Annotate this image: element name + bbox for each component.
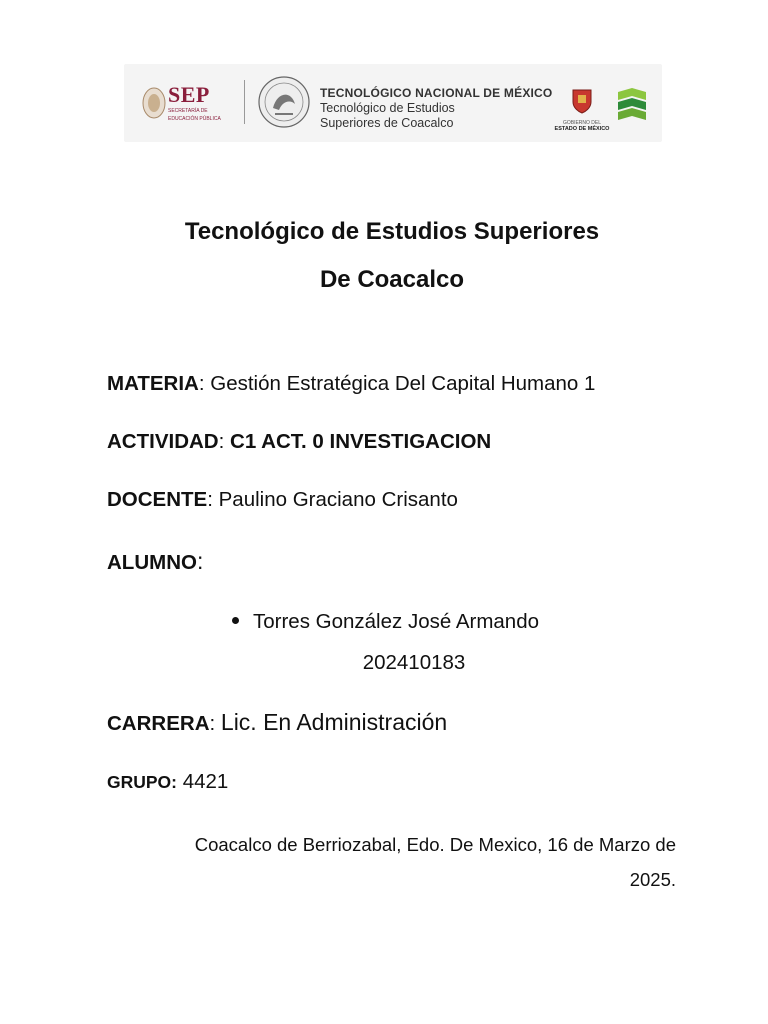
grupo-value: 4421	[177, 770, 229, 793]
materia-row	[107, 372, 595, 396]
sep-logo-text: SEP	[168, 82, 210, 107]
grupo-label: GRUPO:	[107, 772, 177, 792]
alumno-label: ALUMNO	[107, 551, 197, 574]
mexico-seal-icon	[257, 74, 311, 130]
actividad-value: C1 ACT. 0 INVESTIGACION	[230, 430, 492, 453]
place-line1: Coacalco de Berriozabal, Edo. De Mexico, 16 de Marzo de	[194, 834, 676, 855]
carrera-label: CARRERA	[107, 712, 210, 735]
docente-value: : Paulino Graciano Crisanto	[207, 488, 458, 511]
title-line2: De Coacalco	[319, 266, 465, 293]
actividad-row	[107, 430, 491, 454]
docente-label: DOCENTE	[107, 488, 208, 511]
place-line2: 2025.	[629, 869, 676, 890]
header-divider	[244, 80, 245, 124]
gob-line1: GOBIERNO DEL	[562, 120, 602, 126]
docente-row	[107, 488, 458, 512]
bullet-icon	[232, 617, 239, 624]
sep-sub-line1: SECRETARÍA DE	[168, 108, 208, 114]
place-date	[116, 827, 676, 897]
edomex-shield-icon	[571, 88, 593, 114]
carrera-separator: :	[209, 712, 221, 735]
tecnm-line3: Superiores de Coacalco	[320, 116, 454, 130]
tecnm-text	[320, 86, 552, 131]
carrera-value: Lic. En Administración	[220, 709, 448, 735]
materia-label: MATERIA	[107, 372, 199, 395]
grupo-row	[107, 770, 228, 794]
sep-seal-icon	[142, 86, 166, 120]
gob-line2: ESTADO DE MÉXICO	[554, 126, 610, 132]
header-banner	[124, 64, 662, 142]
alumno-row	[107, 548, 203, 575]
carrera-row	[107, 709, 447, 736]
sep-logo	[168, 84, 221, 122]
edomex-logo	[552, 88, 612, 132]
alumno-separator: :	[196, 548, 204, 574]
tecnm-line1: TECNOLÓGICO NACIONAL DE MÉXICO	[320, 86, 553, 100]
materia-value: : Gestión Estratégica Del Capital Humano 1	[198, 372, 596, 395]
student-list-item	[232, 610, 539, 634]
tesc-logo-icon	[614, 86, 650, 122]
title-line1: Tecnológico de Estudios Superiores	[184, 218, 600, 245]
student-name: Torres González José Armando	[253, 610, 539, 633]
sep-sub-line2: EDUCACIÓN PÚBLICA	[168, 116, 221, 122]
tecnm-line2: Tecnológico de Estudios	[320, 101, 455, 115]
actividad-separator: :	[218, 430, 231, 453]
student-id: 202410183	[362, 651, 466, 674]
actividad-label: ACTIVIDAD	[107, 430, 219, 453]
